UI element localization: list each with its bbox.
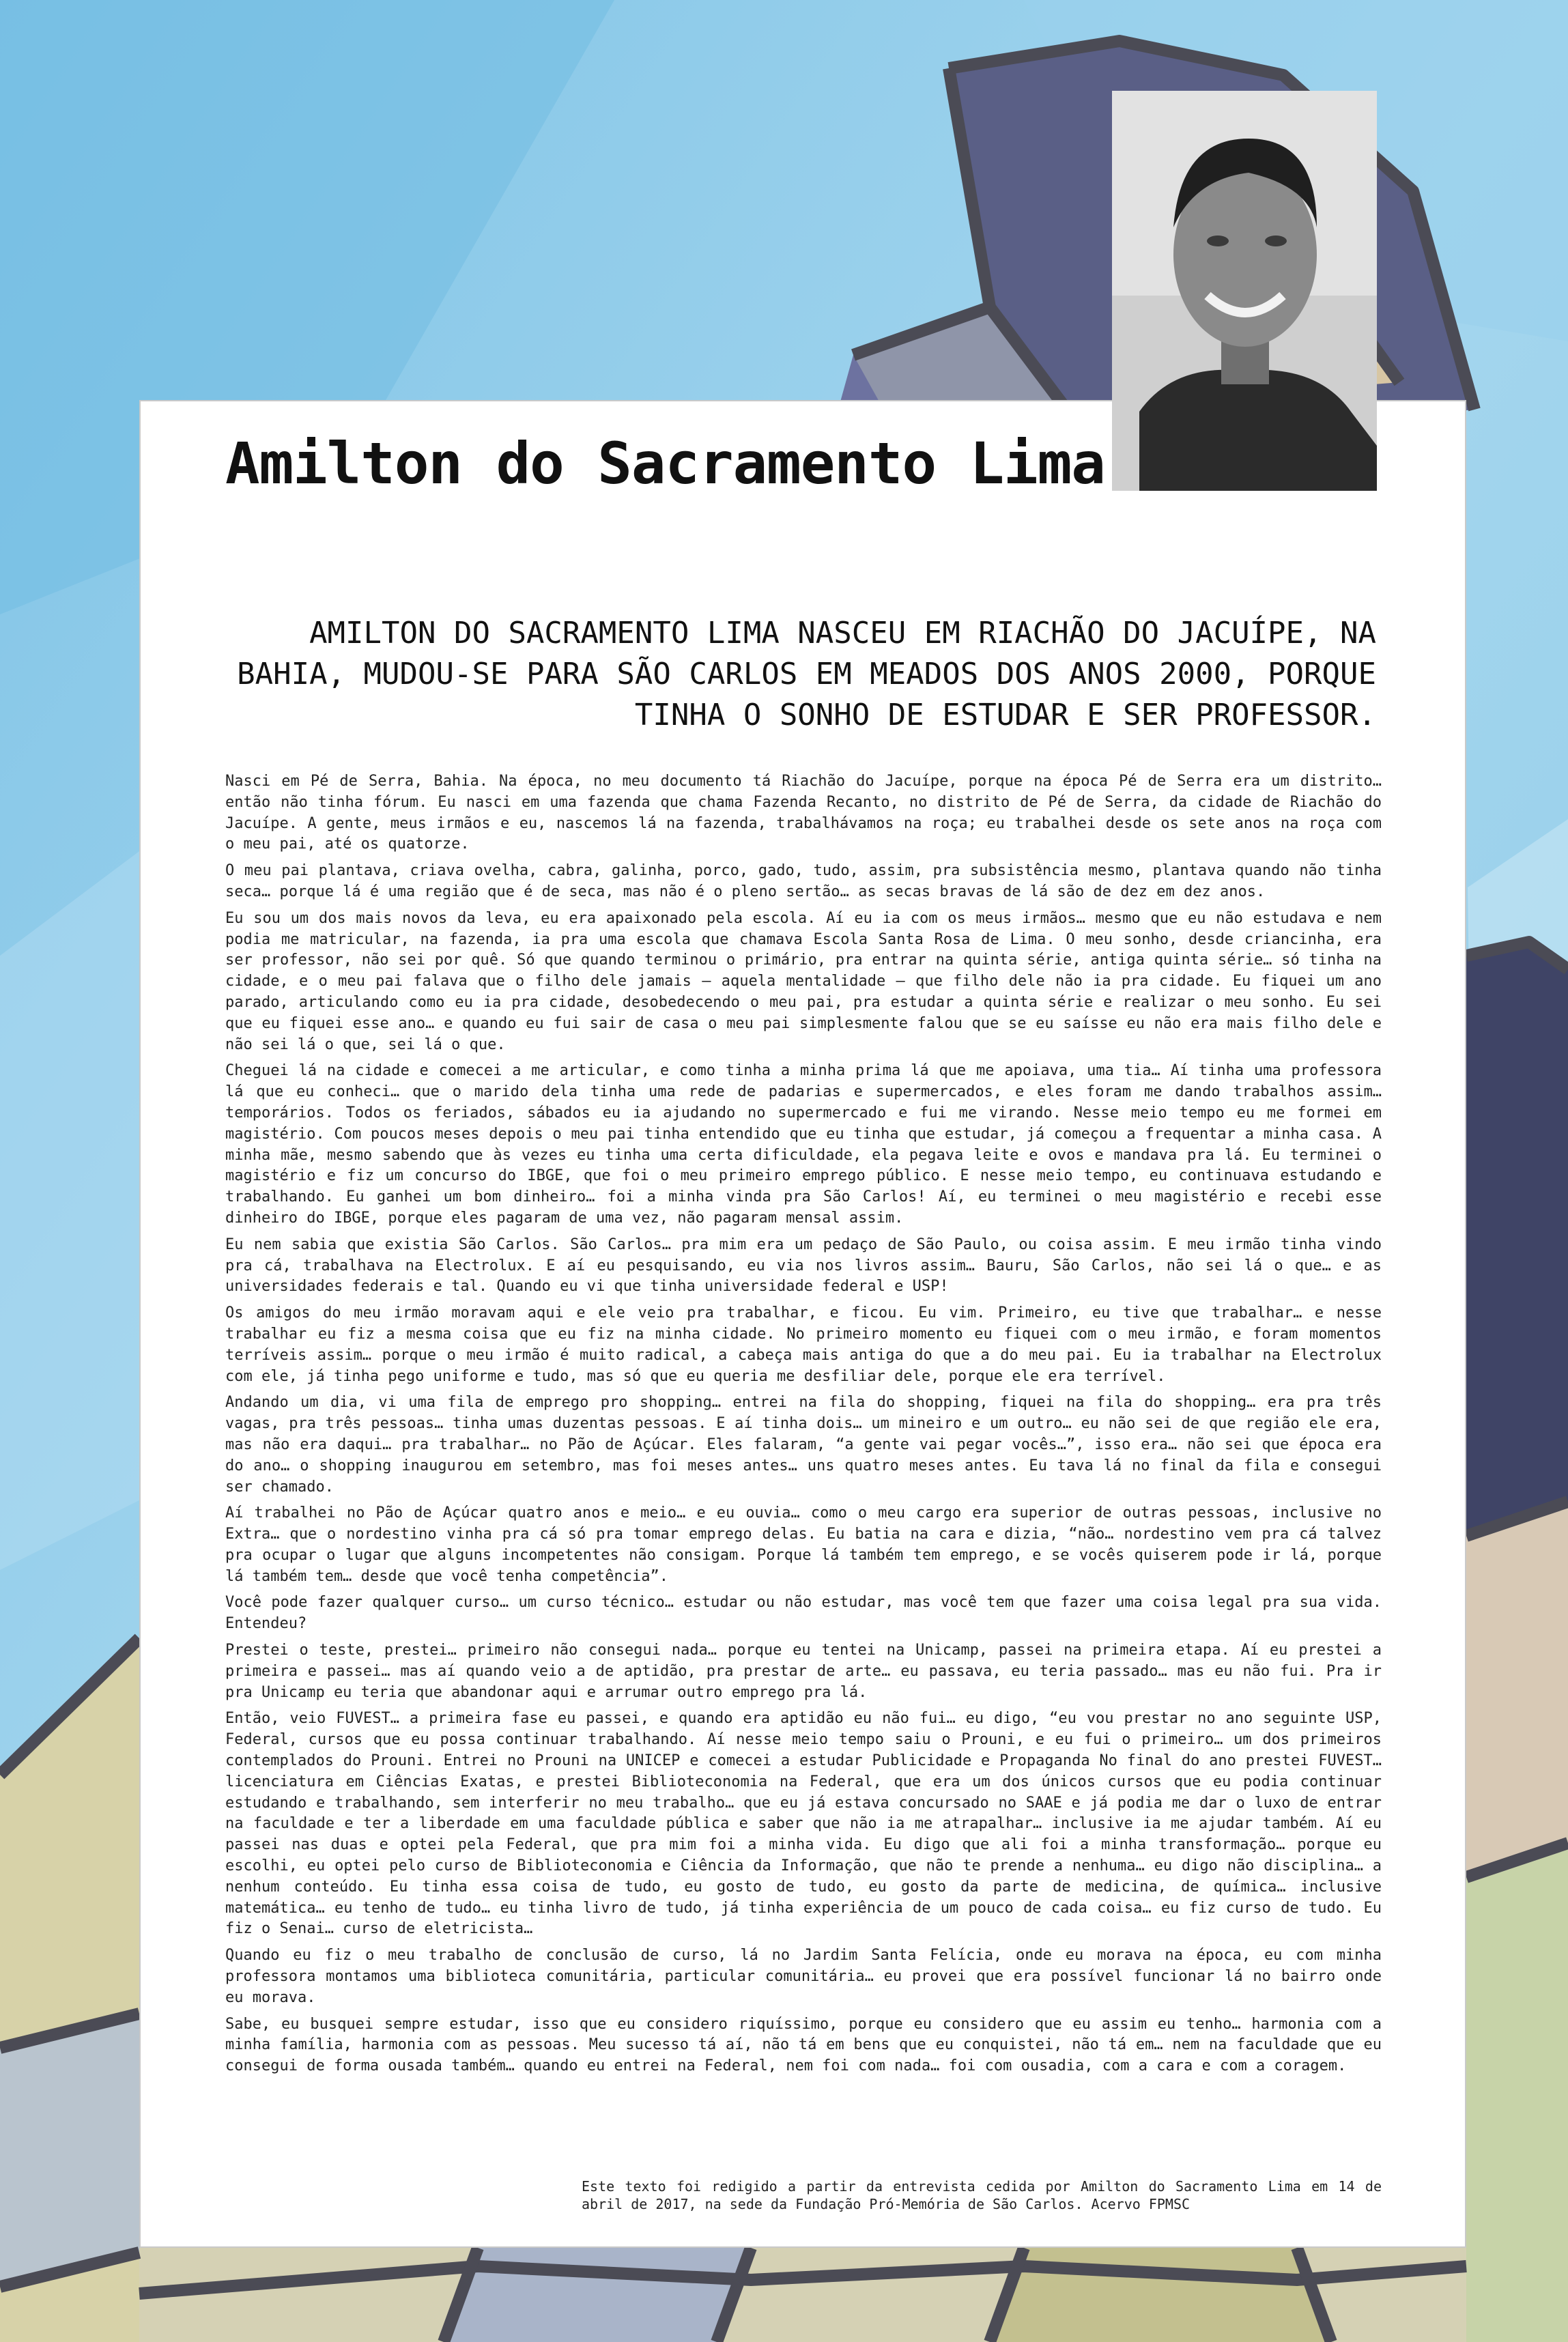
lead-paragraph: AMILTON DO SACRAMENTO LIMA NASCEU EM RIACHÃO DO JACUÍPE, NA BAHIA, MUDOU-SE PARA SÃO CARLOS EM MEADOS DOS ANOS 2000, PORQUE TINHA O SONHO DE ESTUDAR E SER PROFESSOR. (237, 616, 1376, 732)
paragraph: Nasci em Pé de Serra, Bahia. Na época, no meu documento tá Riachão do Jacuípe, porque na época Pé de Serra era um distrito… então não tinha fórum. Eu nasci em uma fazenda que chama Fazenda Recanto, no distrito de Pé de Serra, da cidade de Riachão do Jacuípe. A gente, meus irmãos e eu, nascemos lá na fazenda, trabalhávamos na roça; eu trabalhei desde os sete anos na roça com o meu pai, até os quatorze. (225, 773, 1382, 853)
paragraph: Aí trabalhei no Pão de Açúcar quatro anos e meio… e eu ouvia… como o meu cargo era superior de outras pessoas, inclusive no Extra… que o nordestino vinha pra cá só pra tomar emprego delas. Eu batia na cara e dizia, “não… nordestino vem pra cá talvez pra ocupar o lugar que alguns incompetentes não consigam. Porque lá também tem emprego, e se vocês quiserem pode ir lá, porque lá também tem… desde que você tenha competência”. (225, 1504, 1382, 1585)
paragraph: Quando eu fiz o meu trabalho de conclusão de curso, lá no Jardim Santa Felícia, onde eu morava na época, eu com minha professora montamos uma biblioteca comunitária, particular comunitária… eu provei que era possível funcionar lá no bairro onde eu morava. (225, 1947, 1382, 2006)
paragraph: O meu pai plantava, criava ovelha, cabra, galinha, porco, gado, tudo, assim, pra subsistência mesmo, plantava quando não tinha seca… porque lá é uma região que é de seca, mas não é o pleno sertão… as secas bravas de lá são de dez em dez anos. (225, 862, 1382, 900)
paragraph: Então, veio FUVEST… a primeira fase eu passei, e quando era aptidão eu não fui… eu digo, “eu vou prestar no ano seguinte USP, Federal, cursos que eu possa continuar trabalhando. Aí nesse meio tempo saiu o Prouni, e eu fui o primeiro… um dos primeiros contemplados do Prouni. Entrei no Prouni na UNICEP e comecei a estudar Publicidade e Propaganda No final do ano prestei FUVEST… licenciatura em Ciências Exatas, e prestei Biblioteconomia na Federal, que era um dos únicos cursos que eu podia continuar estudando e trabalhando, sem interferir no meu trabalho… que eu já estava concursado no SAAE e já podia me dar o luxo de entrar na faculdade e ter a liberdade em uma faculdade pública e saber que não ia me atrapalhar… inclusive ia me ajudar também. Aí eu passei nas duas e optei pela Federal, que pra mim foi a minha vida. Eu digo que ali foi a minha transformação… porque eu escolhi, eu optei pelo curso de Biblioteconomia e Ciência da Informação, que não te prende a nenhuma… eu digo não disciplina… a nenhum conteúdo. Eu tinha essa coisa de tudo, eu gosto de tudo, eu gosto da parte de medicina, de química… inclusive matemática… eu tenho de tudo… eu tinha livro de tudo, já tinha experiência de um pouco de cada coisa… eu fiz curso de tudo. Eu fiz o Senai… curso de eletricista… (225, 1710, 1382, 1938)
paragraph: Andando um dia, vi uma fila de emprego pro shopping… entrei na fila do shopping, fiquei na fila do shopping… era pra três vagas, pra três pessoas… tinha umas duzentas pessoas. E aí tinha dois… um mineiro e um outro… eu não sei de que região ele era, mas não era daqui… pra trabalhar… no Pão de Açúcar. Eles falaram, “a gente vai pegar vocês…”, isso era… não sei que época era do ano… o shopping inaugurou em setembro, mas foi meses antes… uns quatro meses antes. Eu tava lá no final da fila e consegui ser chamado. (225, 1394, 1382, 1496)
source-credit: Este texto foi redigido a partir da entrevista cedida por Amilton do Sacramento Lima em 14 de abril de 2017, na sede da Fundação Pró-Memória de São Carlos. Acervo FPMSC (582, 2178, 1382, 2212)
paragraph: Eu sou um dos mais novos da leva, eu era apaixonado pela escola. Aí eu ia com os meus irmãos… mesmo que eu não estudava e nem podia me matricular, na fazenda, ia pra uma escola que chamava Escola Santa Rosa de Lima. O meu sonho, desde criancinha, era ser professor, não sei por quê. Só que quando terminou o primário, pra entrar na quinta série, antiga quinta série… só tinha na cidade, e o meu pai falava que o filho dele jamais – aquela mentalidade – que filho dele não ia pra cidade. Eu fiquei um ano parado, articulando como eu ia pra cidade, desobedecendo o meu pai, pra estudar a quinta série e realizar o meu sonho. Eu sei que eu fiquei esse ano… e quando eu fui sair de casa o meu pai simplesmente falou que se eu saísse eu não era mais filho dele e não sei lá o que, sei lá o que. (225, 909, 1382, 1053)
paragraph: Eu nem sabia que existia São Carlos. São Carlos… pra mim era um pedaço de São Paulo, ou coisa assim. E meu irmão tinha vindo pra cá, trabalhava na Electrolux. E aí eu pesquisando, eu via nos livros assim… Bauru, São Carlos, não sei lá o que… e as universidades federais e tal. Quando eu vi que tinha universidade federal e USP! (225, 1236, 1382, 1296)
paragraph: Você pode fazer qualquer curso… um curso técnico… estudar ou não estudar, mas você tem que fazer uma coisa legal pra sua vida. Entendeu? (225, 1594, 1382, 1633)
paragraph: Sabe, eu busquei sempre estudar, isso que eu considero riquíssimo, porque eu considero que eu assim eu tenho… harmonia com a minha família, harmonia com as pessoas. Meu sucesso tá aí, não tá em bens que eu conquistei, não tá em… nem na faculdade que eu consegui de forma ousada também… quando eu entrei na Federal, nem foi com nada… foi com ousadia, com a cara e com a coragem. (225, 2015, 1382, 2075)
paragraph: Os amigos do meu irmão moravam aqui e ele veio pra trabalhar, e ficou. Eu vim. Primeiro, eu tive que trabalhar… e nesse trabalhar eu fiz a mesma coisa que eu fiz na minha cidade. No primeiro momento eu fiquei com o meu irmão, e foram momentos terríveis assim… porque o meu irmão é muito radical, a cabeça mais antiga do que a do meu pai. Eu ia trabalhar na Electrolux com ele, já tinha pego uniforme e tudo, mas só que eu queria me desfiliar dele, porque ele era terrível. (225, 1304, 1382, 1385)
portrait-photo (1112, 91, 1377, 491)
page-title: Amilton do Sacramento Lima (225, 430, 1105, 497)
paragraph: Cheguei lá na cidade e comecei a me articular, e como tinha a minha prima lá que me apoiava, uma tia… Aí tinha uma professora lá que eu conheci… que o marido dela tinha uma rede de padarias e supermercados, e eles foram me dando trabalhos assim… temporários. Todos os feriados, sábados eu ia ajudando no supermercado e fui me virando. Nesse meio tempo eu me formei em magistério. Com poucos meses depois o meu pai tinha entendido que eu tinha que estudar, já começou a frequentar a minha casa. A minha mãe, mesmo sabendo que às vezes eu tinha uma certa dificuldade, ela pegava leite e ovos e mandava pra lá. Eu terminei o magistério e fiz um concurso do IBGE, que foi o meu primeiro emprego público. E nesse meio tempo, eu continuava estudando e trabalhando. Eu ganhei um bom dinheiro… foi a minha vinda pra São Carlos! Aí, eu terminei o meu magistério e recebi esse dinheiro do IBGE, porque eles pagaram de uma vez, não pagaram mensal assim. (225, 1062, 1382, 1227)
paragraph: Prestei o teste, prestei… primeiro não consegui nada… porque eu tentei na Unicamp, passei na primeira etapa. Aí eu prestei a primeira e passei… mas aí quando veio a de aptidão, pra prestar de arte… eu passava, eu teria passado… mas eu não fui. Pra ir pra Unicamp eu teria que abandonar aqui e arrumar outro emprego pra lá. (225, 1642, 1382, 1701)
article-body (225, 771, 1382, 2083)
